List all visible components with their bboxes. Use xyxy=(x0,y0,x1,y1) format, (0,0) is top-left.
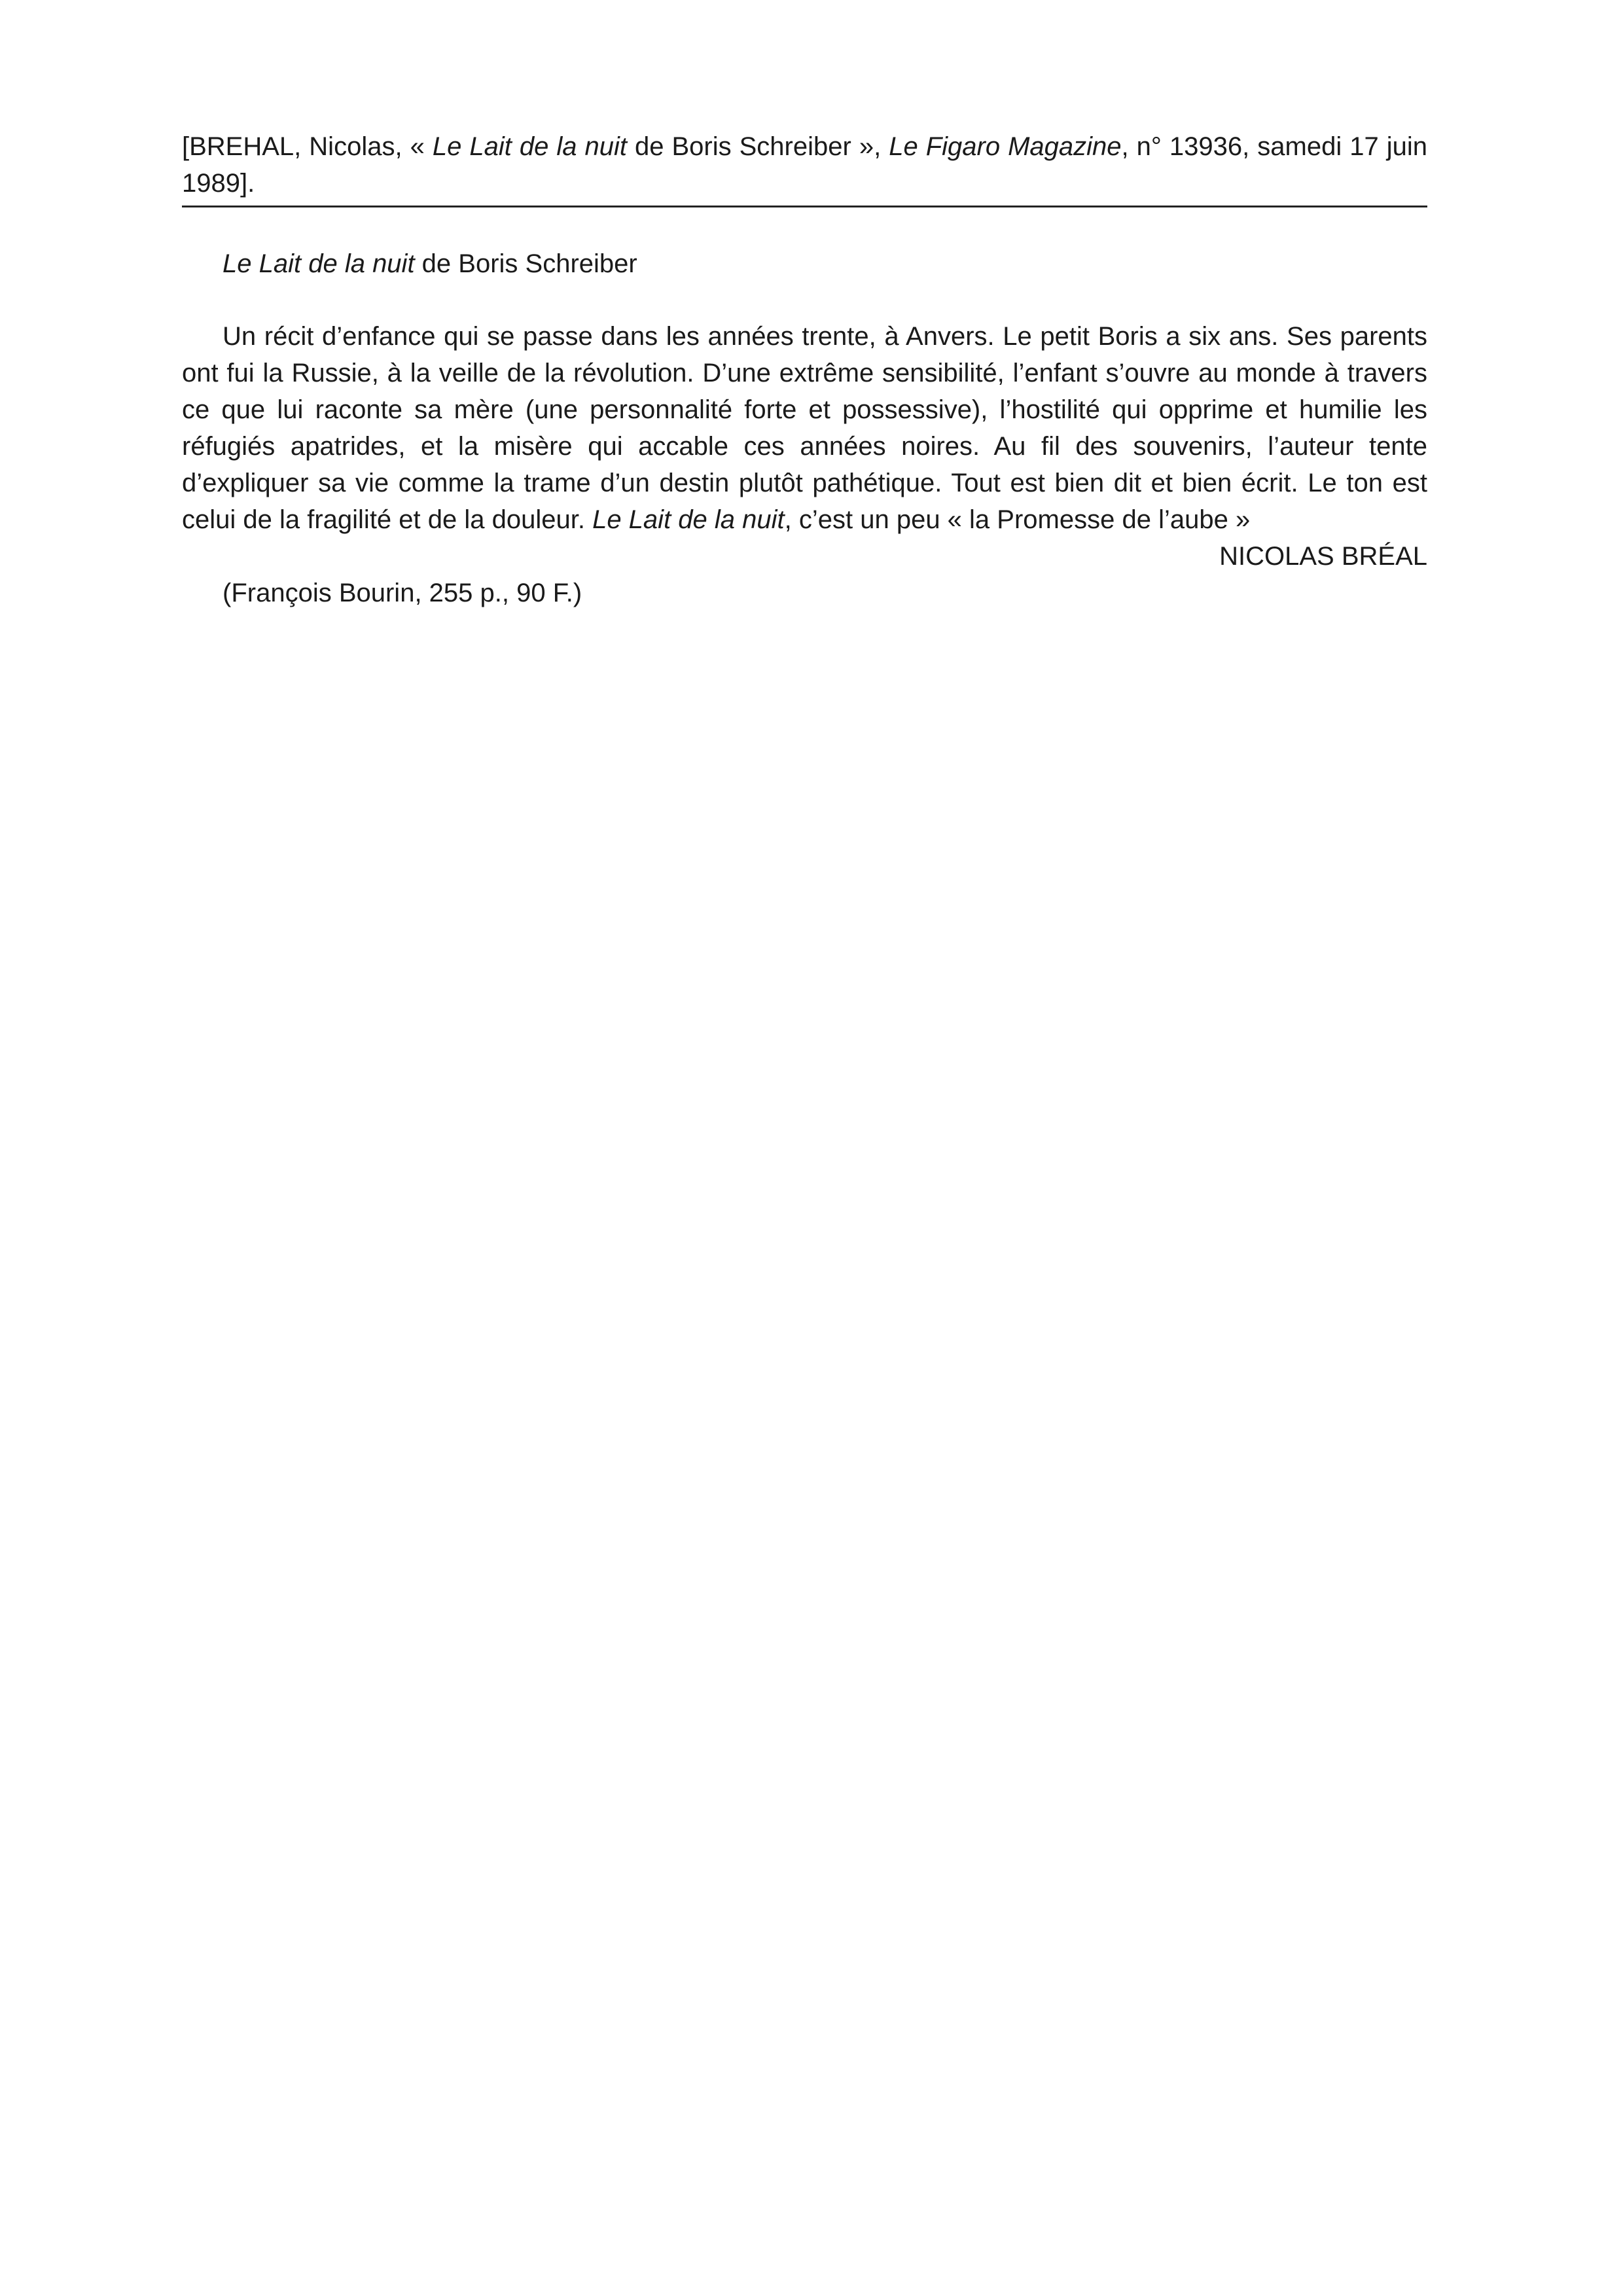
citation-mid: de Boris Schreiber », xyxy=(626,132,889,161)
author-signature: NICOLAS BRÉAL xyxy=(1219,542,1427,571)
review-text-after: , c’est un peu « la Promesse de l’aube » xyxy=(784,505,1251,534)
header-divider xyxy=(182,206,1427,207)
bibliographic-citation xyxy=(182,128,1427,202)
review-body xyxy=(182,318,1427,538)
heading-book-title: Le Lait de la nuit xyxy=(223,249,415,278)
citation-close: , n° 13936, samedi 17 juin 1989]. xyxy=(182,132,1427,198)
review-heading xyxy=(182,245,1427,282)
review-book-title: Le Lait de la nuit xyxy=(592,505,785,534)
document-page xyxy=(182,128,1427,611)
review-text-before: Un récit d’enfance qui se passe dans les années trente, à Anvers. Le petit Boris a six ans. Ses parents ont fui la Russie, à la veille de la révolution. D’une extrême sensibilité, l’enfant s’ouvre au monde à travers ce que lui raconte sa mère (une personnalité forte et possessive), l’hostilité qui opprime et humilie les réfugiés apatrides, et la misère qui accable ces années noires. Au fil des souvenirs, l’auteur tente d’expliquer sa vie comme la trame d’un destin plutôt pathétique. Tout est bien dit et bien écrit. Le ton est celui de la fragilité et de la douleur. xyxy=(182,322,1427,534)
citation-magazine: Le Figaro Magazine xyxy=(889,132,1122,161)
citation-book-title: Le Lait de la nuit xyxy=(432,132,627,161)
heading-author: de Boris Schreiber xyxy=(414,249,637,278)
citation-open: [BREHAL, Nicolas, « xyxy=(182,132,433,161)
publisher-info: (François Bourin, 255 p., 90 F.) xyxy=(223,579,582,607)
